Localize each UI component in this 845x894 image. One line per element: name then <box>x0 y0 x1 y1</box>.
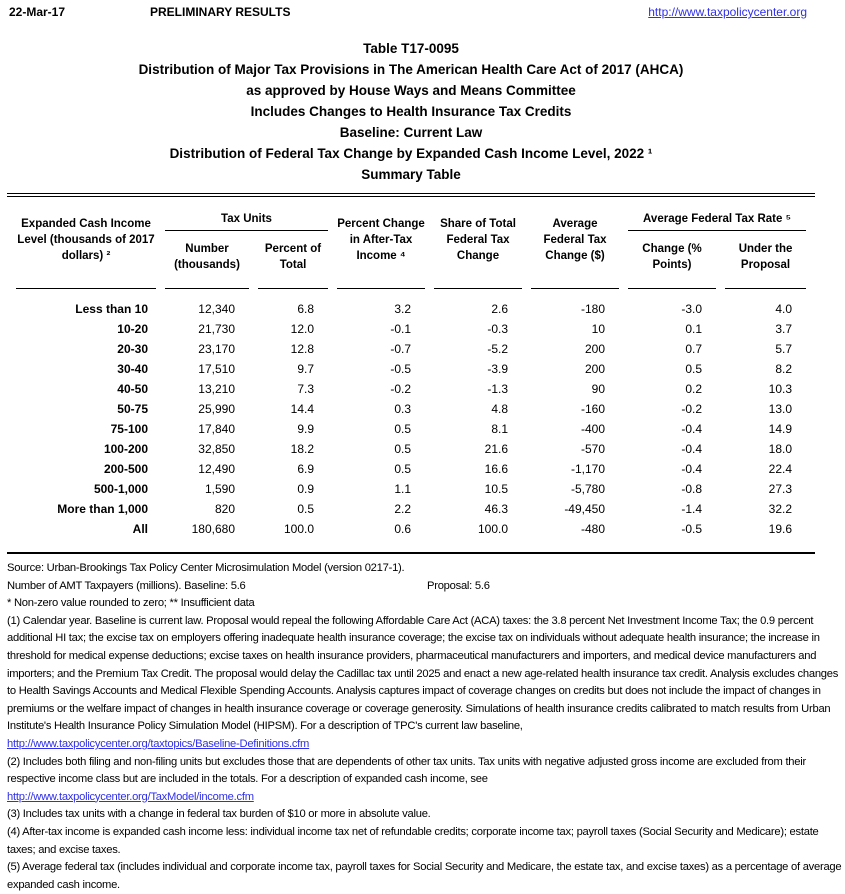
cell-rate-change: 0.1 <box>685 322 703 336</box>
cell-rate-proposal: 19.6 <box>768 522 793 536</box>
cell-share: -1.3 <box>487 382 509 396</box>
title-block <box>7 38 815 185</box>
cell-rate-change: 0.5 <box>685 362 703 376</box>
cell-pct-change: -0.2 <box>390 382 412 396</box>
cell-pct-change: -0.7 <box>390 342 412 356</box>
meta-row <box>7 0 815 23</box>
cell-rate-change: -0.2 <box>681 402 703 416</box>
cell-rate-change: -0.4 <box>681 422 703 436</box>
cell-rate-proposal: 10.3 <box>768 382 793 396</box>
cell-avg-change: -160 <box>580 402 606 416</box>
cell-avg-change: 200 <box>584 362 606 376</box>
site-link[interactable]: http://www.taxpolicycenter.org <box>648 5 807 19</box>
cell-pct-change: 0.5 <box>394 422 412 436</box>
cell-rate-proposal: 18.0 <box>768 442 793 456</box>
table-row <box>16 289 806 319</box>
source-note: Source: Urban-Brookings Tax Policy Center Microsimulation Model (version 0217-1). <box>7 562 405 574</box>
cell-number: 12,490 <box>198 462 235 476</box>
cell-number: 1,590 <box>204 482 235 496</box>
baseline-definitions-link[interactable]: http://www.taxpolicycenter.org/taxtopics/Baseline-Definitions.cfm <box>7 737 310 750</box>
cell-avg-change: -5,780 <box>570 482 606 496</box>
cell-number: 13,210 <box>198 382 235 396</box>
cell-avg-change: 90 <box>591 382 606 396</box>
cell-avg-change: -400 <box>580 422 606 436</box>
table-row-total <box>16 519 806 539</box>
title-line-credits: Includes Changes to Health Insurance Tax Credits <box>250 104 572 119</box>
table-row <box>16 399 806 419</box>
cell-rate-proposal: 4.0 <box>775 302 793 316</box>
cell-share: 4.8 <box>491 402 509 416</box>
cell-pct-change: -0.1 <box>390 322 412 336</box>
cell-share: 16.6 <box>484 462 509 476</box>
summary-table-wrap <box>7 193 815 554</box>
cell-rate-proposal: 32.2 <box>768 502 793 516</box>
income-definition-link[interactable]: http://www.taxpolicycenter.org/TaxModel/income.cfm <box>7 790 254 803</box>
title-line-summary: Summary Table <box>361 167 461 182</box>
title-line-distribution: Distribution of Federal Tax Change by Expanded Cash Income Level, 2022 ¹ <box>169 146 653 161</box>
footnote-5: (5) Average federal tax (includes individual and corporate income tax, payroll taxes for Social Security and Medicare, the estate tax, and excise taxes) as a percentage of average expanded cash income. <box>7 861 842 891</box>
cell-pct-change: 3.2 <box>394 302 412 316</box>
cell-rate-change: -0.8 <box>681 482 703 496</box>
cell-number: 25,990 <box>198 402 235 416</box>
cell-number: 17,840 <box>198 422 235 436</box>
cell-share: 10.5 <box>484 482 509 496</box>
cell-pct-total: 14.4 <box>290 402 315 416</box>
cell-share: 46.3 <box>484 502 509 516</box>
cell-pct-change: 1.1 <box>394 482 412 496</box>
cell-share: 2.6 <box>491 302 509 316</box>
cell-pct-total: 0.5 <box>297 502 315 516</box>
cell-pct-change: 0.6 <box>394 522 412 536</box>
table-row <box>16 339 806 359</box>
cell-share: -0.3 <box>487 322 509 336</box>
col-header-income-level: Expanded Cash Income Level (thousands of 2017 dollars) ² <box>16 197 156 289</box>
group-header-avg-rate: Average Federal Tax Rate ⁵ <box>628 197 806 231</box>
date-label: 22-Mar-17 <box>9 5 66 19</box>
cell-rate-change: 0.7 <box>685 342 703 356</box>
cell-avg-change: -49,450 <box>564 502 606 516</box>
row-label: 500-1,000 <box>93 482 148 496</box>
cell-share: 100.0 <box>477 522 509 536</box>
cell-number: 32,850 <box>198 442 235 456</box>
col-header-share-total: Share of Total Federal Tax Change <box>434 197 522 289</box>
cell-rate-change: -0.4 <box>681 462 703 476</box>
cell-pct-change: -0.5 <box>390 362 412 376</box>
cell-rate-proposal: 5.7 <box>775 342 793 356</box>
cell-number: 180,680 <box>191 522 235 536</box>
cell-rate-change: -3.0 <box>681 302 703 316</box>
group-header-tax-units: Tax Units <box>165 197 328 231</box>
col-header-rate-proposal: Under the Proposal <box>725 231 806 289</box>
title-line-baseline: Baseline: Current Law <box>339 125 483 140</box>
cell-pct-total: 100.0 <box>283 522 315 536</box>
cell-pct-total: 12.0 <box>290 322 315 336</box>
row-label: 100-200 <box>103 442 148 456</box>
amt-proposal-label: Proposal: 5.6 <box>427 579 490 592</box>
table-row <box>16 379 806 399</box>
cell-pct-total: 12.8 <box>290 342 315 356</box>
cell-rate-change: -1.4 <box>681 502 703 516</box>
amt-taxpayers-row <box>7 578 845 596</box>
cell-avg-change: -480 <box>580 522 606 536</box>
cell-rate-proposal: 27.3 <box>768 482 793 496</box>
cell-rate-change: -0.4 <box>681 442 703 456</box>
cell-rate-proposal: 22.4 <box>768 462 793 476</box>
cell-rate-change: 0.2 <box>685 382 703 396</box>
cell-pct-change: 0.3 <box>394 402 412 416</box>
cell-rate-proposal: 3.7 <box>775 322 793 336</box>
header-group-row <box>16 197 806 231</box>
title-line-committee: as approved by House Ways and Means Committee <box>246 83 576 98</box>
cell-avg-change: -570 <box>580 442 606 456</box>
cell-pct-total: 6.9 <box>297 462 315 476</box>
row-label: More than 1,000 <box>57 502 148 516</box>
cell-share: 21.6 <box>484 442 509 456</box>
table-row <box>16 479 806 499</box>
cell-avg-change: 10 <box>591 322 606 336</box>
cell-rate-change: -0.5 <box>681 522 703 536</box>
cell-number: 17,510 <box>198 362 235 376</box>
row-label: Less than 10 <box>75 302 148 316</box>
cell-avg-change: -180 <box>580 302 606 316</box>
footnote-2: (2) Includes both filing and non-filing units but excludes those that are dependents of other tax units. Tax units with negative adjusted gross income are excluded from their respective income class but are included in the totals. For a description of expanded cash income, see <box>7 755 806 786</box>
cell-number: 12,340 <box>198 302 235 316</box>
summary-table <box>7 197 815 539</box>
footnote-3: (3) Includes tax units with a change in federal tax burden of $10 or more in absolute value. <box>7 808 431 821</box>
col-header-pct-total: Percent of Total <box>258 231 328 289</box>
row-label: 20-30 <box>117 342 148 356</box>
cell-pct-change: 0.5 <box>394 442 412 456</box>
title-line-table-number: Table T17-0095 <box>363 41 459 56</box>
cell-share: -3.9 <box>487 362 509 376</box>
row-label: 40-50 <box>117 382 148 396</box>
row-label: 50-75 <box>117 402 148 416</box>
cell-number: 21,730 <box>198 322 235 336</box>
cell-pct-total: 9.9 <box>297 422 315 436</box>
row-label: 30-40 <box>117 362 148 376</box>
amt-baseline-label: Number of AMT Taxpayers (millions). Baseline: 5.6 <box>7 579 246 592</box>
table-row <box>16 459 806 479</box>
cell-pct-change: 2.2 <box>394 502 412 516</box>
cell-pct-total: 0.9 <box>297 482 315 496</box>
row-label: All <box>132 522 148 536</box>
title-line-main: Distribution of Major Tax Provisions in The American Health Care Act of 2017 (AHCA) <box>138 62 684 77</box>
cell-number: 820 <box>214 502 235 516</box>
cell-avg-change: -1,170 <box>570 462 606 476</box>
footnotes-section <box>7 560 845 894</box>
cell-pct-total: 6.8 <box>297 302 315 316</box>
cell-share: -5.2 <box>487 342 509 356</box>
table-row <box>16 499 806 519</box>
col-header-pct-change-after-tax: Percent Change in After-Tax Income ⁴ <box>337 197 425 289</box>
col-header-number: Number (thousands) <box>165 231 249 289</box>
table-row <box>16 319 806 339</box>
cell-avg-change: 200 <box>584 342 606 356</box>
row-label: 200-500 <box>103 462 148 476</box>
cell-pct-change: 0.5 <box>394 462 412 476</box>
footnote-1: (1) Calendar year. Baseline is current law. Proposal would repeal the following Affordable Care Act (ACA) taxes: the 3.8 percent Net Investment Income Tax; the 0.9 percent additional HI tax; the excise tax on employers offering inadequate health insurance coverage; the excise tax on individuals without adequate health insurance; the increase in threshold for medical expense deductions; excise taxes on health insurance providers, pharmaceutical manufacturers and importers, and medical device manufacturers and importers; and the Premium Tax Credit. The proposal would delay the Cadillac tax until 2025 and enact a new age-related health insurance tax credit. Analysis excludes changes to Health Savings Accounts and Medical Flexible Spending Accounts. Analysis captures impact of coverage changes on credits but does not include the impact of changes in premiums or the welfare impact of changes in health insurance coverage or coverage generosity. Simulations of health insurance credits calibrated to match results from Urban Institute's Health Insurance Policy Simulation Model (HIPSM). For a description of TPC's current law baseline, <box>7 614 839 733</box>
cell-rate-proposal: 8.2 <box>775 362 793 376</box>
table-row <box>16 439 806 459</box>
col-header-avg-change: Average Federal Tax Change ($) <box>531 197 619 289</box>
row-label: 10-20 <box>117 322 148 336</box>
cell-share: 8.1 <box>491 422 509 436</box>
footnote-4: (4) After-tax income is expanded cash income less: individual income tax net of refundable credits; corporate income tax; payroll taxes (Social Security and Medicare); estate taxes; and excise taxes. <box>7 825 819 856</box>
cell-rate-proposal: 13.0 <box>768 402 793 416</box>
row-label: 75-100 <box>110 422 148 436</box>
cell-pct-total: 9.7 <box>297 362 315 376</box>
cell-pct-total: 7.3 <box>297 382 315 396</box>
table-row <box>16 419 806 439</box>
cell-pct-total: 18.2 <box>290 442 315 456</box>
col-header-rate-change: Change (% Points) <box>628 231 716 289</box>
table-row <box>16 359 806 379</box>
status-label: PRELIMINARY RESULTS <box>150 5 291 19</box>
asterisk-note: * Non-zero value rounded to zero; ** Insufficient data <box>7 597 255 610</box>
cell-rate-proposal: 14.9 <box>768 422 793 436</box>
cell-number: 23,170 <box>198 342 235 356</box>
